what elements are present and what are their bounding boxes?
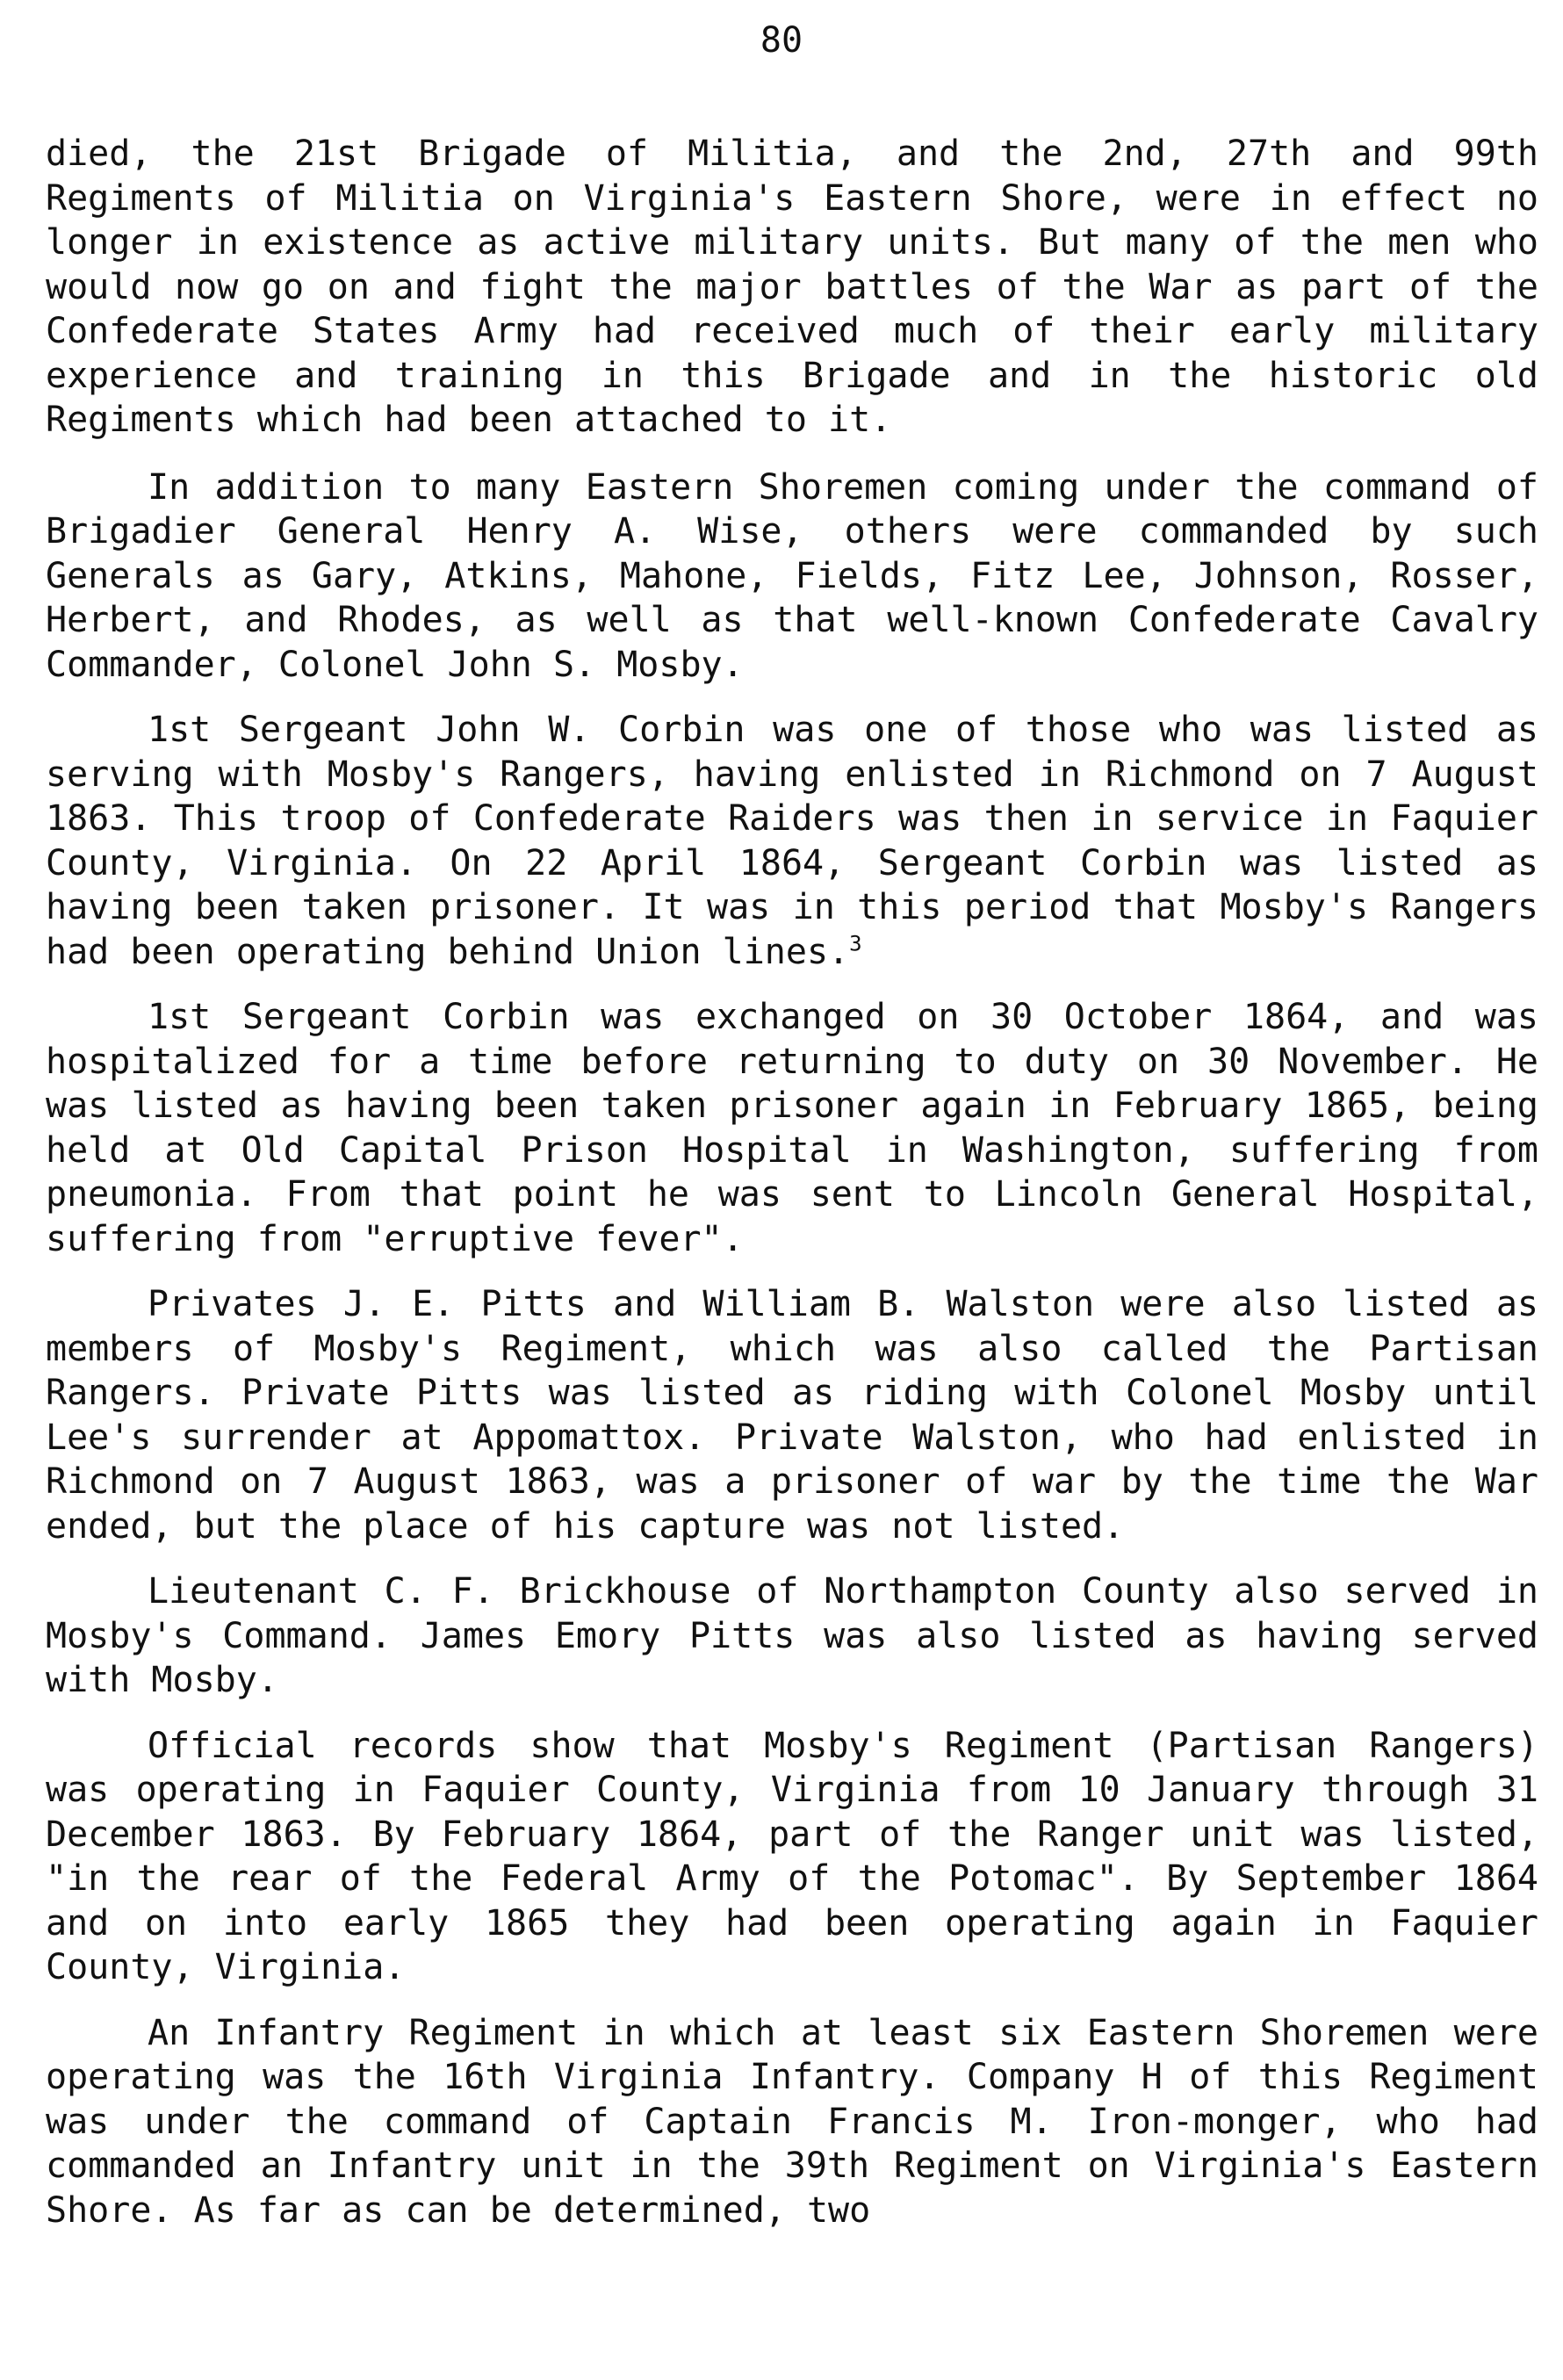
- paragraph-3: [46, 708, 1538, 974]
- footnote-marker[interactable]: 3: [849, 931, 862, 956]
- page-number: 80: [760, 20, 803, 61]
- paragraph-1: died, the 21st Brigade of Militia, and the 2nd, 27th and 99th Regiments of Militia on Virginia's Eastern Shore, were in effect no longer in existence as active military units. But many of the men who would now go on and fight the major battles of the War as part of the Confederate States Army had received much of their early military experience and training in this Brigade and in the historic old Regiments which had been attached to it.: [46, 133, 1538, 440]
- paragraph-3-text: 1st Sergeant John W. Corbin was one of those who was listed as serving with Mosby's Rangers, having enlisted in Richmond on 7 August 1863. This troop of Confederate Raiders was then in service in Faquier County, Virginia. On 22 April 1864, Sergeant Corbin was listed as having been taken prisoner. It was in this period that Mosby's Rangers had been operating behind Union lines.: [46, 710, 1538, 972]
- paragraph-4: 1st Sergeant Corbin was exchanged on 30 October 1864, and was hospitalized for a time before returning to duty on 30 November. He was listed as having been taken prisoner again in February 1865, being held at Old Capital Prison Hospital in Washington, suffering from pneumonia. From that point he was sent to Lincoln General Hospital, suffering from "erruptive fever".: [46, 997, 1538, 1259]
- paragraph-5: Privates J. E. Pitts and William B. Walston were also listed as members of Mosby's Regiment, which was also called the Partisan Rangers. Private Pitts was listed as riding with Colonel Mosby until Lee's surrender at Appomattox. Private Walston, who had enlisted in Richmond on 7 August 1863, was a prisoner of war by the time the War ended, but the place of his capture was not listed.: [46, 1284, 1538, 1547]
- paragraph-8: An Infantry Regiment in which at least six Eastern Shoremen were operating was the 16th Virginia Infantry. Company H of this Regiment was under the command of Captain Francis M. Iron-monger, who had commanded an Infantry unit in the 39th Regiment on Virginia's Eastern Shore. As far as can be determined, two: [46, 2012, 1538, 2231]
- paragraph-2: In addition to many Eastern Shoremen coming under the command of Brigadier General Henry A. Wise, others were commanded by such Generals as Gary, Atkins, Mahone, Fields, Fitz Lee, Johnson, Rosser, Herbert, and Rhodes, as well as that well-known Confederate Cavalry Commander, Colonel John S. Mosby.: [46, 466, 1538, 685]
- paragraph-6: Lieutenant C. F. Brickhouse of Northampton County also served in Mosby's Command. James Emory Pitts was also listed as having served with Mosby.: [46, 1571, 1538, 1700]
- paragraph-7: Official records show that Mosby's Regiment (Partisan Rangers) was operating in Faquier County, Virginia from 10 January through 31 December 1863. By February 1864, part of the Ranger unit was listed, "in the rear of the Federal Army of the Potomac". By September 1864 and on into early 1865 they had been operating again in Faquier County, Virginia.: [46, 1725, 1538, 1987]
- body-text: [46, 132, 1538, 2254]
